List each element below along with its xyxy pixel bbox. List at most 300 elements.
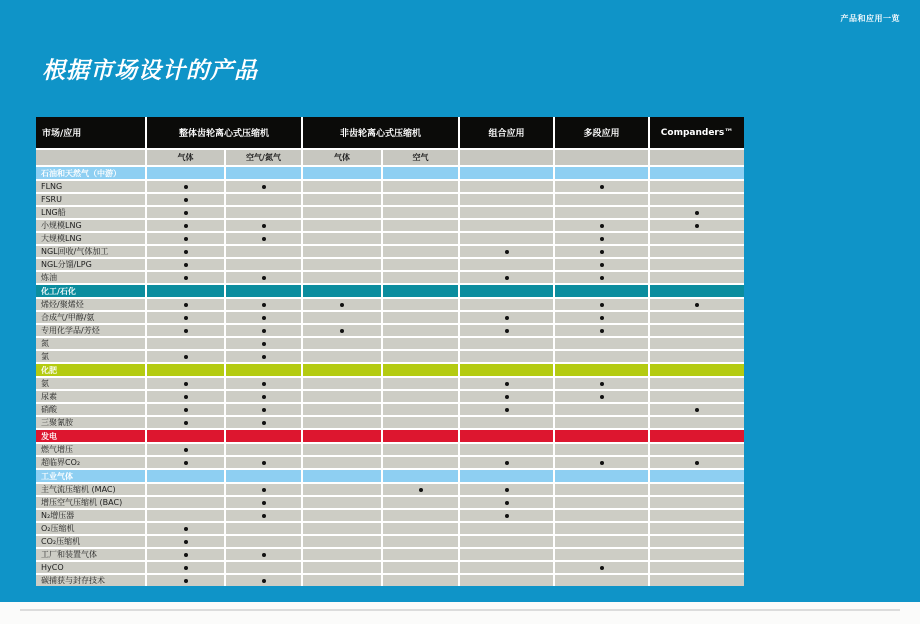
dot-cell <box>147 259 224 270</box>
dot-cell <box>650 562 744 573</box>
availability-dot <box>600 329 604 333</box>
row-label-cell: 炼油 <box>36 272 145 283</box>
row-label-cell: 专用化学品/芳烃 <box>36 325 145 336</box>
dot-cell <box>303 417 381 428</box>
availability-dot <box>419 488 423 492</box>
section-label: 发电 <box>36 430 145 442</box>
availability-dot <box>262 329 266 333</box>
market-row <box>36 312 744 323</box>
dot-cell <box>555 351 648 362</box>
dot-cell <box>147 181 224 192</box>
availability-dot <box>505 329 509 333</box>
dot-cell <box>147 220 224 231</box>
row-label-cell: 超临界CO₂ <box>36 457 145 468</box>
section-filler-cell <box>147 167 224 179</box>
dot-cell <box>147 391 224 402</box>
availability-dot <box>184 566 188 570</box>
dot-cell <box>650 549 744 560</box>
dot-cell <box>226 312 301 323</box>
dot-cell <box>650 233 744 244</box>
dot-cell <box>226 523 301 534</box>
dot-cell <box>226 246 301 257</box>
dot-cell <box>555 391 648 402</box>
dot-cell <box>650 444 744 455</box>
dot-cell <box>303 207 381 218</box>
section-filler-cell <box>226 430 301 442</box>
availability-dot <box>505 382 509 386</box>
section-filler-cell <box>303 430 381 442</box>
market-row <box>36 299 744 310</box>
availability-dot <box>184 276 188 280</box>
availability-dot <box>600 250 604 254</box>
dot-cell <box>460 194 553 205</box>
row-label-cell: 主气流压缩机 (MAC) <box>36 484 145 495</box>
row-label-cell: 氮 <box>36 338 145 349</box>
row-label-cell: 大规模LNG <box>36 233 145 244</box>
section-filler-cell <box>555 167 648 179</box>
dot-cell <box>147 233 224 244</box>
dot-cell <box>226 391 301 402</box>
dot-cell <box>147 404 224 415</box>
dot-cell <box>383 391 458 402</box>
group-header-combined-applications: 组合应用 <box>460 117 553 148</box>
availability-dot <box>184 224 188 228</box>
section-filler-cell <box>650 364 744 376</box>
dot-cell <box>147 457 224 468</box>
section-filler-cell <box>460 167 553 179</box>
dot-cell <box>303 338 381 349</box>
dot-cell <box>460 259 553 270</box>
dot-cell <box>147 444 224 455</box>
dot-cell <box>303 233 381 244</box>
availability-dot <box>340 303 344 307</box>
dot-cell <box>460 207 553 218</box>
dot-cell <box>303 194 381 205</box>
dot-cell <box>303 312 381 323</box>
market-row <box>36 404 744 415</box>
availability-dot <box>184 408 188 412</box>
dot-cell <box>555 510 648 521</box>
availability-dot <box>262 224 266 228</box>
section-filler-cell <box>460 430 553 442</box>
availability-dot <box>600 395 604 399</box>
dot-cell <box>226 194 301 205</box>
dot-cell <box>555 444 648 455</box>
dot-cell <box>650 194 744 205</box>
availability-dot <box>184 250 188 254</box>
dot-cell <box>383 562 458 573</box>
subheader-empty-cell <box>36 150 145 165</box>
dot-cell <box>147 562 224 573</box>
dot-cell <box>460 378 553 389</box>
dot-cell <box>460 549 553 560</box>
dot-cell <box>650 207 744 218</box>
dot-cell <box>147 549 224 560</box>
section-filler-cell <box>226 285 301 297</box>
dot-cell <box>383 536 458 547</box>
section-filler-cell <box>650 430 744 442</box>
dot-cell <box>303 351 381 362</box>
dot-cell <box>460 536 553 547</box>
dot-cell <box>650 391 744 402</box>
availability-dot <box>262 395 266 399</box>
availability-dot <box>505 395 509 399</box>
dot-cell <box>555 312 648 323</box>
section-header-row <box>36 285 744 297</box>
availability-dot <box>600 566 604 570</box>
availability-dot <box>262 579 266 583</box>
dot-cell <box>460 497 553 508</box>
dot-cell <box>650 523 744 534</box>
dot-cell <box>303 391 381 402</box>
dot-cell <box>460 351 553 362</box>
dot-cell <box>226 510 301 521</box>
dot-cell <box>383 575 458 586</box>
dot-cell <box>303 404 381 415</box>
dot-cell <box>303 220 381 231</box>
availability-dot <box>184 553 188 557</box>
dot-cell <box>383 259 458 270</box>
availability-dot <box>340 329 344 333</box>
dot-cell <box>226 417 301 428</box>
availability-dot <box>505 316 509 320</box>
row-label-cell: FLNG <box>36 181 145 192</box>
footer-strip <box>0 602 920 624</box>
market-row <box>36 575 744 586</box>
dot-cell <box>303 497 381 508</box>
market-row <box>36 549 744 560</box>
dot-cell <box>460 338 553 349</box>
dot-cell <box>147 417 224 428</box>
dot-cell <box>147 497 224 508</box>
availability-dot <box>184 329 188 333</box>
availability-dot <box>262 553 266 557</box>
availability-dot <box>184 263 188 267</box>
availability-dot <box>600 237 604 241</box>
availability-dot <box>695 224 699 228</box>
market-row <box>36 536 744 547</box>
dot-cell <box>383 378 458 389</box>
dot-cell <box>555 536 648 547</box>
availability-dot <box>695 211 699 215</box>
availability-dot <box>184 448 188 452</box>
availability-dot <box>184 185 188 189</box>
row-label-cell: 三聚氰胺 <box>36 417 145 428</box>
availability-dot <box>184 382 188 386</box>
row-label-cell: 增压空气压缩机 (BAC) <box>36 497 145 508</box>
dot-cell <box>147 484 224 495</box>
dot-cell <box>147 510 224 521</box>
availability-dot <box>600 263 604 267</box>
products-table <box>36 117 744 586</box>
dot-cell <box>460 246 553 257</box>
availability-dot <box>600 382 604 386</box>
section-header-row <box>36 430 744 442</box>
dot-cell <box>226 233 301 244</box>
dot-cell <box>555 549 648 560</box>
dot-cell <box>303 549 381 560</box>
footer-divider-line <box>20 609 900 611</box>
dot-cell <box>555 259 648 270</box>
availability-dot <box>695 408 699 412</box>
availability-dot <box>505 276 509 280</box>
dot-cell <box>226 338 301 349</box>
dot-cell <box>460 484 553 495</box>
dot-cell <box>147 272 224 283</box>
section-filler-cell <box>383 470 458 482</box>
row-label-cell: 氨 <box>36 378 145 389</box>
row-label-cell: N₂增压器 <box>36 510 145 521</box>
section-filler-cell <box>383 167 458 179</box>
availability-dot <box>184 579 188 583</box>
dot-cell <box>650 404 744 415</box>
market-row <box>36 259 744 270</box>
dot-cell <box>555 299 648 310</box>
dot-cell <box>555 497 648 508</box>
dot-cell <box>555 181 648 192</box>
subheader-empty-cell <box>650 150 744 165</box>
row-label-cell: NGL分馏/LPG <box>36 259 145 270</box>
market-row <box>36 207 744 218</box>
dot-cell <box>303 510 381 521</box>
dot-cell <box>555 523 648 534</box>
availability-dot <box>505 250 509 254</box>
availability-dot <box>600 316 604 320</box>
section-filler-cell <box>460 285 553 297</box>
section-filler-cell <box>226 470 301 482</box>
availability-dot <box>505 488 509 492</box>
row-label-cell: O₂压缩机 <box>36 523 145 534</box>
section-header-row <box>36 364 744 376</box>
section-filler-cell <box>303 167 381 179</box>
market-row <box>36 325 744 336</box>
availability-dot <box>505 514 509 518</box>
dot-cell <box>303 484 381 495</box>
dot-cell <box>303 457 381 468</box>
dot-cell <box>383 207 458 218</box>
dot-cell <box>147 338 224 349</box>
availability-dot <box>505 408 509 412</box>
dot-cell <box>147 378 224 389</box>
dot-cell <box>460 562 553 573</box>
dot-cell <box>650 246 744 257</box>
dot-cell <box>650 220 744 231</box>
dot-cell <box>460 444 553 455</box>
availability-dot <box>262 237 266 241</box>
dot-cell <box>383 484 458 495</box>
dot-cell <box>650 417 744 428</box>
section-filler-cell <box>650 470 744 482</box>
availability-dot <box>184 395 188 399</box>
dot-cell <box>555 233 648 244</box>
dot-cell <box>555 457 648 468</box>
section-filler-cell <box>147 470 224 482</box>
dot-cell <box>226 404 301 415</box>
section-filler-cell <box>383 285 458 297</box>
dot-cell <box>650 338 744 349</box>
availability-dot <box>184 540 188 544</box>
dot-cell <box>226 259 301 270</box>
dot-cell <box>383 510 458 521</box>
dot-cell <box>650 484 744 495</box>
availability-dot <box>262 421 266 425</box>
row-label-cell: 燃气增压 <box>36 444 145 455</box>
dot-cell <box>555 246 648 257</box>
dot-cell <box>147 575 224 586</box>
dot-cell <box>555 325 648 336</box>
group-header-non-geared: 非齿轮离心式压缩机 <box>303 117 458 148</box>
dot-cell <box>226 272 301 283</box>
market-row <box>36 523 744 534</box>
availability-dot <box>262 501 266 505</box>
dot-cell <box>383 497 458 508</box>
dot-cell <box>147 312 224 323</box>
availability-dot <box>262 514 266 518</box>
dot-cell <box>460 325 553 336</box>
dot-cell <box>226 536 301 547</box>
market-row <box>36 484 744 495</box>
dot-cell <box>383 312 458 323</box>
dot-cell <box>460 404 553 415</box>
section-filler-cell <box>460 364 553 376</box>
dot-cell <box>555 338 648 349</box>
market-row <box>36 233 744 244</box>
availability-dot <box>262 488 266 492</box>
dot-cell <box>555 207 648 218</box>
availability-dot <box>184 211 188 215</box>
row-label-cell: HyCO <box>36 562 145 573</box>
section-filler-cell <box>303 470 381 482</box>
section-header-row <box>36 470 744 482</box>
availability-dot <box>262 461 266 465</box>
market-row <box>36 457 744 468</box>
dot-cell <box>226 497 301 508</box>
subheader-gas-cell: 气体 <box>147 150 224 165</box>
subheader-empty-cell <box>460 150 553 165</box>
dot-cell <box>303 536 381 547</box>
dot-cell <box>650 272 744 283</box>
availability-dot <box>505 461 509 465</box>
dot-cell <box>303 325 381 336</box>
availability-dot <box>262 316 266 320</box>
dot-cell <box>303 523 381 534</box>
dot-cell <box>383 351 458 362</box>
section-filler-cell <box>555 285 648 297</box>
market-row <box>36 562 744 573</box>
dot-cell <box>650 312 744 323</box>
dot-cell <box>555 417 648 428</box>
row-label-cell: 工厂和装置气体 <box>36 549 145 560</box>
section-label: 化肥 <box>36 364 145 376</box>
table-header-row <box>36 117 744 148</box>
row-label-cell: 小规模LNG <box>36 220 145 231</box>
availability-dot <box>600 303 604 307</box>
availability-dot <box>262 355 266 359</box>
section-label: 化工/石化 <box>36 285 145 297</box>
market-row <box>36 351 744 362</box>
section-filler-cell <box>555 364 648 376</box>
section-filler-cell <box>555 430 648 442</box>
availability-dot <box>695 461 699 465</box>
availability-dot <box>600 461 604 465</box>
market-row <box>36 378 744 389</box>
dot-cell <box>383 233 458 244</box>
dot-cell <box>303 272 381 283</box>
dot-cell <box>555 575 648 586</box>
dot-cell <box>147 325 224 336</box>
dot-cell <box>383 299 458 310</box>
market-row <box>36 246 744 257</box>
market-row <box>36 510 744 521</box>
section-filler-cell <box>303 285 381 297</box>
dot-cell <box>383 272 458 283</box>
dot-cell <box>555 378 648 389</box>
availability-dot <box>600 224 604 228</box>
dot-cell <box>460 233 553 244</box>
dot-cell <box>650 351 744 362</box>
market-row <box>36 417 744 428</box>
subheader-gas2-cell: 气体 <box>303 150 381 165</box>
dot-cell <box>650 536 744 547</box>
availability-dot <box>600 185 604 189</box>
row-label-cell: FSRU <box>36 194 145 205</box>
market-row <box>36 181 744 192</box>
dot-cell <box>460 391 553 402</box>
market-row <box>36 272 744 283</box>
dot-cell <box>226 325 301 336</box>
availability-dot <box>184 355 188 359</box>
dot-cell <box>226 549 301 560</box>
dot-cell <box>650 378 744 389</box>
row-label-cell: 尿素 <box>36 391 145 402</box>
availability-dot <box>262 303 266 307</box>
dot-cell <box>555 404 648 415</box>
availability-dot <box>262 408 266 412</box>
dot-cell <box>460 220 553 231</box>
dot-cell <box>226 351 301 362</box>
dot-cell <box>303 299 381 310</box>
dot-cell <box>460 575 553 586</box>
dot-cell <box>650 259 744 270</box>
market-row <box>36 194 744 205</box>
dot-cell <box>460 457 553 468</box>
dot-cell <box>226 220 301 231</box>
section-filler-cell <box>460 470 553 482</box>
section-label: 石油和天然气（中游） <box>36 167 145 179</box>
section-filler-cell <box>650 167 744 179</box>
section-filler-cell <box>383 430 458 442</box>
dot-cell <box>460 510 553 521</box>
dot-cell <box>383 181 458 192</box>
dot-cell <box>226 207 301 218</box>
dot-cell <box>303 378 381 389</box>
dot-cell <box>555 562 648 573</box>
dot-cell <box>383 523 458 534</box>
dot-cell <box>147 523 224 534</box>
section-filler-cell <box>226 167 301 179</box>
dot-cell <box>460 523 553 534</box>
dot-cell <box>383 417 458 428</box>
dot-cell <box>555 220 648 231</box>
dot-cell <box>383 220 458 231</box>
dot-cell <box>460 272 553 283</box>
section-header-row <box>36 167 744 179</box>
dot-cell <box>226 575 301 586</box>
availability-dot <box>695 303 699 307</box>
dot-cell <box>555 194 648 205</box>
group-header-multistage-applications: 多段应用 <box>555 117 648 148</box>
dot-cell <box>383 246 458 257</box>
